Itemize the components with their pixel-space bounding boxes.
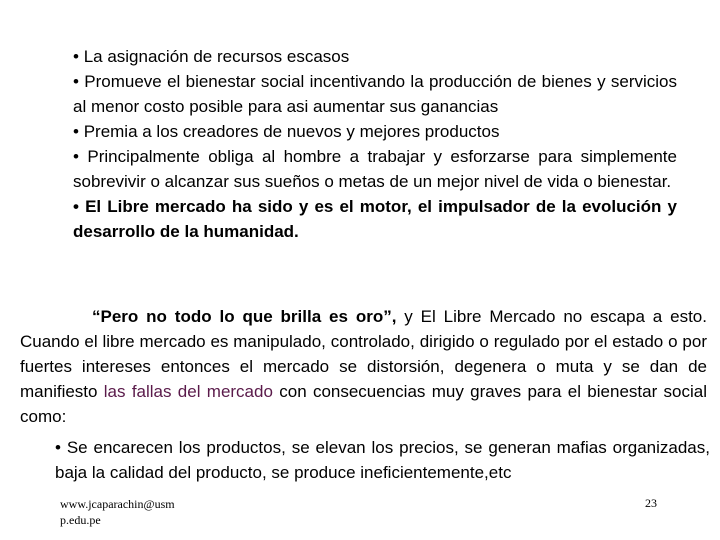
quote-text: “Pero no todo lo que brilla es oro”, [92, 307, 397, 326]
bullet-item [73, 144, 677, 194]
bullet-marker: • [73, 47, 79, 66]
bullet-text: Se encarecen los productos, se elevan los precios, se generan mafias organizadas, baja la calidad del producto, se produce ineficientemente,etc [55, 438, 710, 482]
footer-email-line2: p.edu.pe [60, 513, 101, 527]
bullet-text: El Libre mercado ha sido y es el motor, el impulsador de la evolución y desarrollo de la humanidad. [73, 197, 677, 241]
bullet-text: Premia a los creadores de nuevos y mejores productos [83, 122, 500, 141]
bullet-text: La asignación de recursos escasos [83, 47, 350, 66]
bullet-item-bold [73, 194, 677, 244]
bullet-marker: • [73, 122, 79, 141]
bullet-marker: • [73, 72, 79, 91]
main-paragraph [20, 304, 707, 429]
footer-email [60, 496, 175, 528]
bullet-marker: • [73, 197, 79, 216]
bullet-marker: • [55, 438, 61, 457]
page-number: 23 [645, 496, 657, 510]
footer-email-line1: www.jcaparachin@usm [60, 497, 175, 511]
highlight-text: las fallas del mercado [103, 382, 273, 401]
consequence-bullet [55, 435, 710, 485]
paragraph-part2: con consecuencias muy graves para el bienestar social como: [20, 382, 707, 426]
bullet-text: Principalmente obliga al hombre a trabajar y esforzarse para simplemente sobrevivir o alcanzar sus sueños o metas de un mejor nivel de vida o bienestar. [73, 147, 677, 191]
bullet-item [73, 119, 677, 144]
bullet-text: Promueve el bienestar social incentivando la producción de bienes y servicios al menor costo posible para asi aumentar sus ganancias [73, 72, 677, 116]
paragraph-part1: y El Libre Mercado no escapa a esto. Cuando el libre mercado es manipulado, controlado, dirigido o regulado por el estado o por fuertes intereses entonces el mercado se distorsión, degenera o muta y se dan de manifiesto [20, 307, 707, 401]
bullet-list [73, 44, 677, 244]
bullet-marker: • [73, 147, 79, 166]
bullet-item [73, 69, 677, 119]
bullet-item [73, 44, 677, 69]
